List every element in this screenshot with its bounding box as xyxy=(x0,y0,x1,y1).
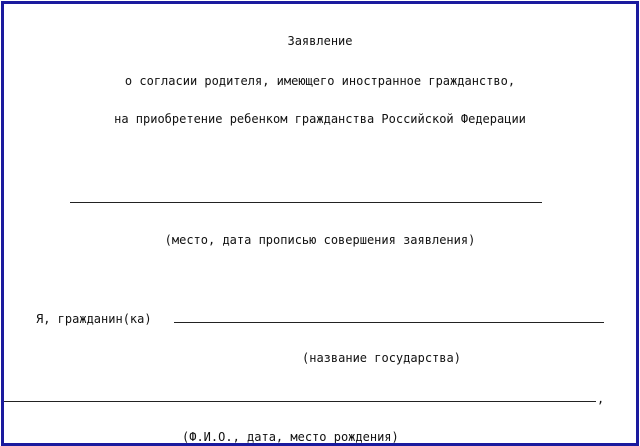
document-subtitle-line-1: о согласии родителя, имеющего иностранное гражданство, xyxy=(124,74,516,88)
person-caption: (Ф.И.О., дата, место рождения) xyxy=(182,430,399,444)
country-caption: (название государства) xyxy=(302,351,461,365)
citizen-label: Я, гражданин(ка) xyxy=(36,312,152,326)
document-title: Заявление xyxy=(287,34,353,48)
document-frame xyxy=(1,1,639,446)
document-subtitle-line-2: на приобретение ребенком гражданства Российской Федерации xyxy=(114,112,526,126)
person-blank-line xyxy=(4,401,596,402)
trailing-comma: , xyxy=(597,392,605,406)
place-date-blank-line xyxy=(70,202,542,203)
place-date-caption: (место, дата прописью совершения заявления) xyxy=(164,233,476,247)
citizenship-blank-line xyxy=(174,322,604,323)
